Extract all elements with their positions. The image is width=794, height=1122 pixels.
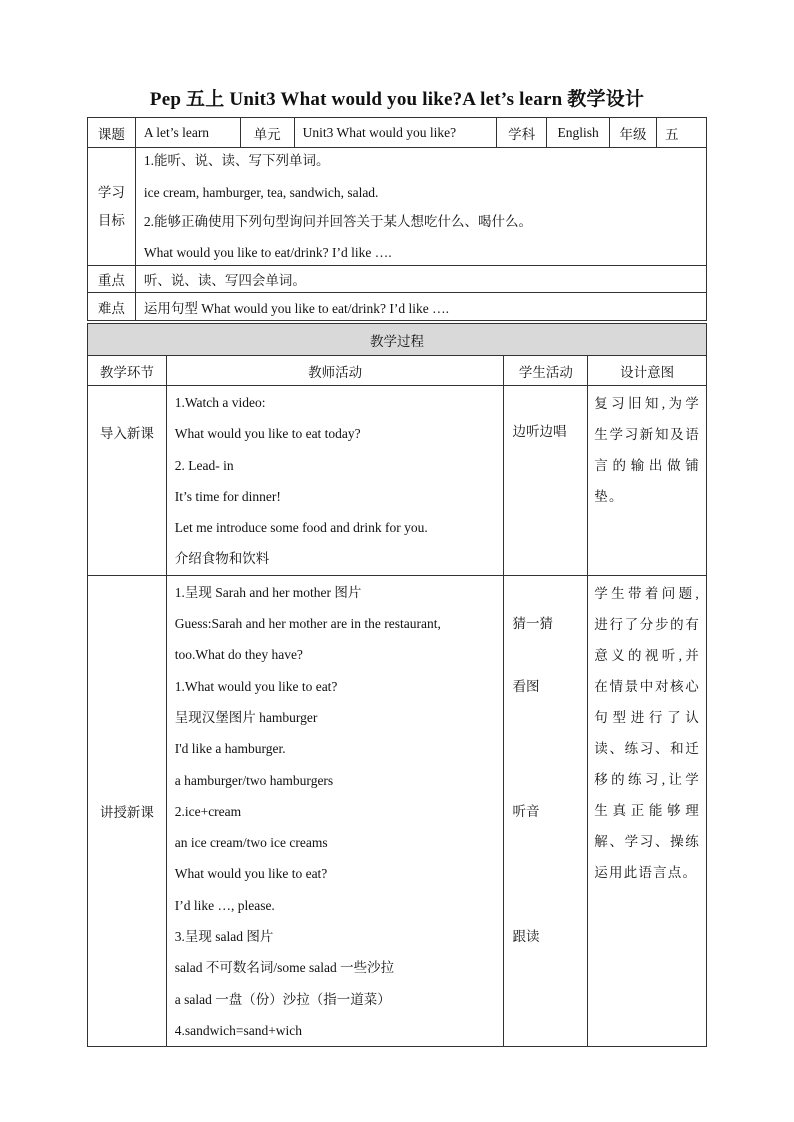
teacher-line: I’d like …, please. [174,897,275,913]
student-line [512,890,587,921]
teacher-activity-cell [166,386,504,576]
teacher-line: 3.呈现 salad 图片 [174,929,274,945]
column-header-stage: 教学环节 [88,356,167,386]
goal-line: 2.能够正确使用下列句型询问并回答关于某人想吃什么、喝什么。 [143,213,532,229]
process-title: 教学过程 [88,324,707,356]
teacher-line: I'd like a hamburger. [174,741,286,757]
subject-value: English [547,118,610,148]
teacher-line: 4.sandwich=sand+wich [174,1022,303,1038]
student-line [512,827,587,858]
subject-label: 学科 [497,118,547,148]
student-line [512,733,587,764]
goals-label [88,148,136,266]
teacher-line: 1.Watch a video: [174,395,266,410]
table-row [88,386,707,576]
topic-label: 课题 [88,118,136,148]
difficulty-value: 运用句型 What would you like to eat/drink? I’d like …. [135,293,706,321]
student-line [512,858,587,889]
student-line: 边听边唱 [512,424,567,439]
teacher-line: too.What do they have? [174,647,303,663]
grade-label: 年级 [610,118,657,148]
purpose-cell: 复习旧知,为学生学习新知及语言的输出做铺垫。 [588,386,707,576]
page-title: Pep 五上 Unit3 What would you like?A let’s learn 教学设计 [149,89,645,110]
teacher-line: 2. Lead- in [174,457,234,473]
teacher-line: a hamburger/two hamburgers [174,772,334,788]
student-line: 看图 [512,678,540,694]
student-line [512,577,587,608]
teacher-line: What would you like to eat? [174,866,328,882]
teacher-line: 2.ice+cream [174,803,242,819]
stage-cell: 导入新课 [88,386,167,576]
teacher-line: It’s time for dinner! [174,488,281,504]
column-header-student: 学生活动 [504,356,588,386]
table-row [88,575,707,1046]
key-point-value: 听、说、读、写四会单词。 [135,266,706,293]
teacher-line: 1.呈现 Sarah and her mother 图片 [174,584,362,600]
student-activity-cell [504,386,588,576]
grade-value: 五 [657,118,707,148]
purpose-cell: 学生带着问题,进行了分步的有意义的视听,并在情景中对核心句型进行了认读、练习、和迁移的练习,让学生真正能够理解、学习、操练运用此语言点。 [588,575,707,1046]
teacher-line: 1.What would you like to eat? [174,678,338,694]
teacher-activity-cell [166,575,504,1046]
teacher-line: Guess:Sarah and her mother are in the restaurant, [174,616,441,632]
teacher-line: 介绍食物和饮料 [174,551,270,567]
topic-value: A let’s learn [135,118,240,148]
student-line: 跟读 [512,929,540,945]
student-line: 猜一猜 [512,616,553,632]
teacher-line: Let me introduce some food and drink for you. [174,520,428,536]
goal-line: 1.能听、说、读、写下列单词。 [143,152,330,168]
difficulty-label: 难点 [88,293,136,321]
teacher-line: an ice cream/two ice creams [174,835,328,851]
process-table [87,355,707,1047]
goals-content [135,148,706,266]
stage-cell: 讲授新课 [88,575,167,1046]
lesson-info-table [87,117,707,321]
goal-line: What would you like to eat/drink? I’d like …. [143,244,392,260]
goal-line: ice cream, hamburger, tea, sandwich, salad. [143,184,379,200]
student-line: 听音 [512,803,540,819]
student-line [512,765,587,796]
unit-label: 单元 [240,118,294,148]
process-title-table [87,323,707,356]
teacher-line: 呈现汉堡图片 hamburger [174,709,318,725]
student-activity-cell [504,575,588,1046]
column-header-purpose: 设计意图 [588,356,707,386]
unit-value: Unit3 What would you like? [294,118,497,148]
teacher-line: salad 不可数名词/some salad 一些沙拉 [174,960,395,976]
teacher-line: What would you like to eat today? [174,426,361,442]
teacher-line: a salad 一盘（份）沙拉（指一道菜） [174,991,391,1007]
column-header-teacher: 教师活动 [166,356,504,386]
key-point-label: 重点 [88,266,136,293]
goals-label-line2: 目标 [97,212,125,228]
student-line [512,639,587,670]
student-line [512,702,587,733]
goals-label-line1: 学习 [97,184,125,200]
